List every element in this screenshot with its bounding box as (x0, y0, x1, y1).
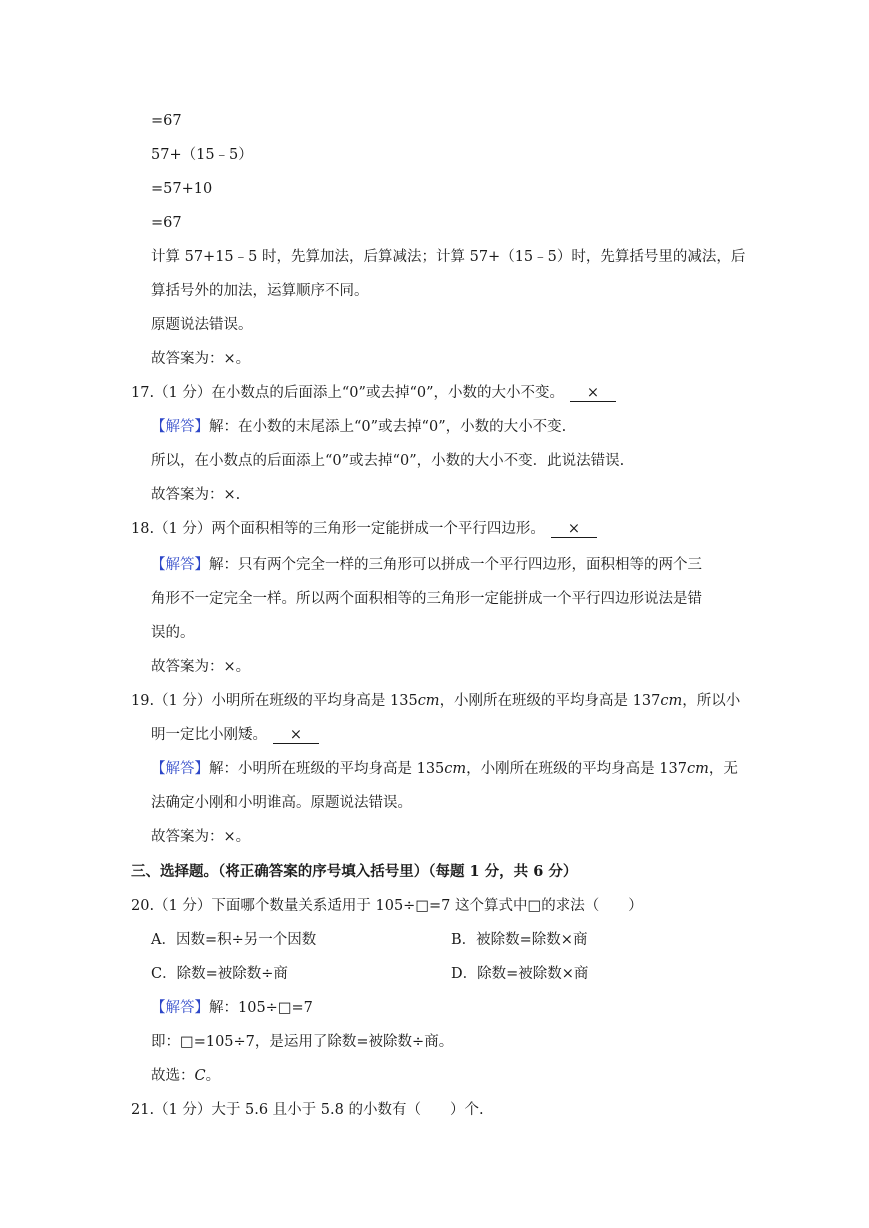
option-b: B．被除数=除数×商 (451, 932, 588, 948)
unit-cm: cm (417, 693, 440, 709)
q17-solution-2: 所以，在小数点的后面添上“0”或去掉“0”，小数的大小不变．此说法错误. (151, 453, 625, 469)
q18-solution-1 (151, 555, 702, 575)
line-step: =57+10 (151, 181, 213, 197)
answer-blank: × (273, 727, 319, 744)
q18-final: 故答案为：×。 (151, 659, 251, 675)
line-expression: 57+（15﹣5） (151, 147, 253, 163)
solution-tag: 【解答】 (151, 1000, 209, 1016)
section-heading: 三、选择题。（将正确答案的序号填入括号里）（每题 1 分，共 6 分） (131, 863, 578, 880)
question-20: 20.（1 分）下面哪个数量关系适用于 105÷□=7 这个算式中□的求法（ ） (131, 898, 643, 914)
q17-final: 故答案为：×. (151, 487, 241, 503)
solution-text-b: ，小刚所在班级的平均身高是 137 (466, 761, 687, 777)
solution-text: 解：105÷□=7 (209, 1000, 313, 1016)
q17-solution-1 (151, 417, 566, 437)
answer-blank: × (570, 385, 616, 402)
question-19-line-2 (151, 725, 319, 745)
q18-solution-2: 角形不一定完全一样。所以两个面积相等的三角形一定能拼成一个平行四边形说法是错 (151, 591, 702, 607)
option-c: C．除数=被除数÷商 (151, 966, 288, 982)
solution-tag: 【解答】 (151, 419, 209, 435)
line-explanation-2: 算括号外的加法，运算顺序不同。 (151, 283, 369, 299)
solution-tag: 【解答】 (151, 557, 209, 573)
final-choice: C (194, 1068, 206, 1084)
question-19-stem-b: ，小刚所在班级的平均身高是 137 (439, 693, 661, 709)
unit-cm: cm (686, 761, 709, 777)
line-final-answer: 故答案为：×。 (151, 351, 251, 367)
question-19-stem-a: 19.（1 分）小明所在班级的平均身高是 135 (131, 693, 418, 709)
question-18 (131, 519, 597, 539)
question-17-stem: 17.（1 分）在小数点的后面添上“0”或去掉“0”，小数的大小不变。 (131, 385, 564, 401)
line-result-2: =67 (151, 215, 182, 231)
line-explanation-1: 计算 57+15﹣5 时，先算加法，后算减法；计算 57+（15﹣5）时，先算括号里的减法，后 (151, 249, 746, 265)
solution-text: 解：在小数的末尾添上“0”或去掉“0”，小数的大小不变. (209, 419, 567, 435)
question-18-stem: 18.（1 分）两个面积相等的三角形一定能拼成一个平行四边形。 (131, 521, 545, 537)
question-21: 21.（1 分）大于 5.6 且小于 5.8 的小数有（ ）个. (131, 1102, 484, 1118)
final-suffix: 。 (205, 1068, 221, 1084)
solution-tag: 【解答】 (151, 761, 209, 777)
unit-cm: cm (444, 761, 467, 777)
question-19-stem-2: 明一定比小刚矮。 (151, 727, 267, 743)
option-d: D．除数=被除数×商 (451, 966, 589, 982)
line-conclusion: 原题说法错误。 (151, 317, 253, 333)
q19-final: 故答案为：×。 (151, 829, 251, 845)
q19-solution-1 (151, 759, 738, 779)
q20-final (151, 1066, 220, 1086)
line-result-1: =67 (151, 113, 182, 129)
answer-blank: × (551, 521, 597, 538)
final-prefix: 故选： (151, 1068, 195, 1084)
option-a: A．因数=积÷另一个因数 (151, 932, 317, 948)
question-17 (131, 383, 616, 403)
q19-solution-2: 法确定小刚和小明谁高。原题说法错误。 (151, 795, 412, 811)
q20-solution-1 (151, 998, 313, 1018)
solution-text-a: 解：小明所在班级的平均身高是 135 (209, 761, 445, 777)
question-19 (131, 691, 740, 711)
solution-text-c: ，无 (708, 761, 738, 777)
solution-text: 解：只有两个完全一样的三角形可以拼成一个平行四边形，面积相等的两个三 (209, 557, 702, 573)
q18-solution-3: 误的。 (151, 625, 195, 641)
q20-solution-2: 即：□=105÷7，是运用了除数=被除数÷商。 (151, 1034, 454, 1050)
unit-cm: cm (660, 693, 683, 709)
question-19-stem-c: ，所以小 (682, 693, 741, 709)
